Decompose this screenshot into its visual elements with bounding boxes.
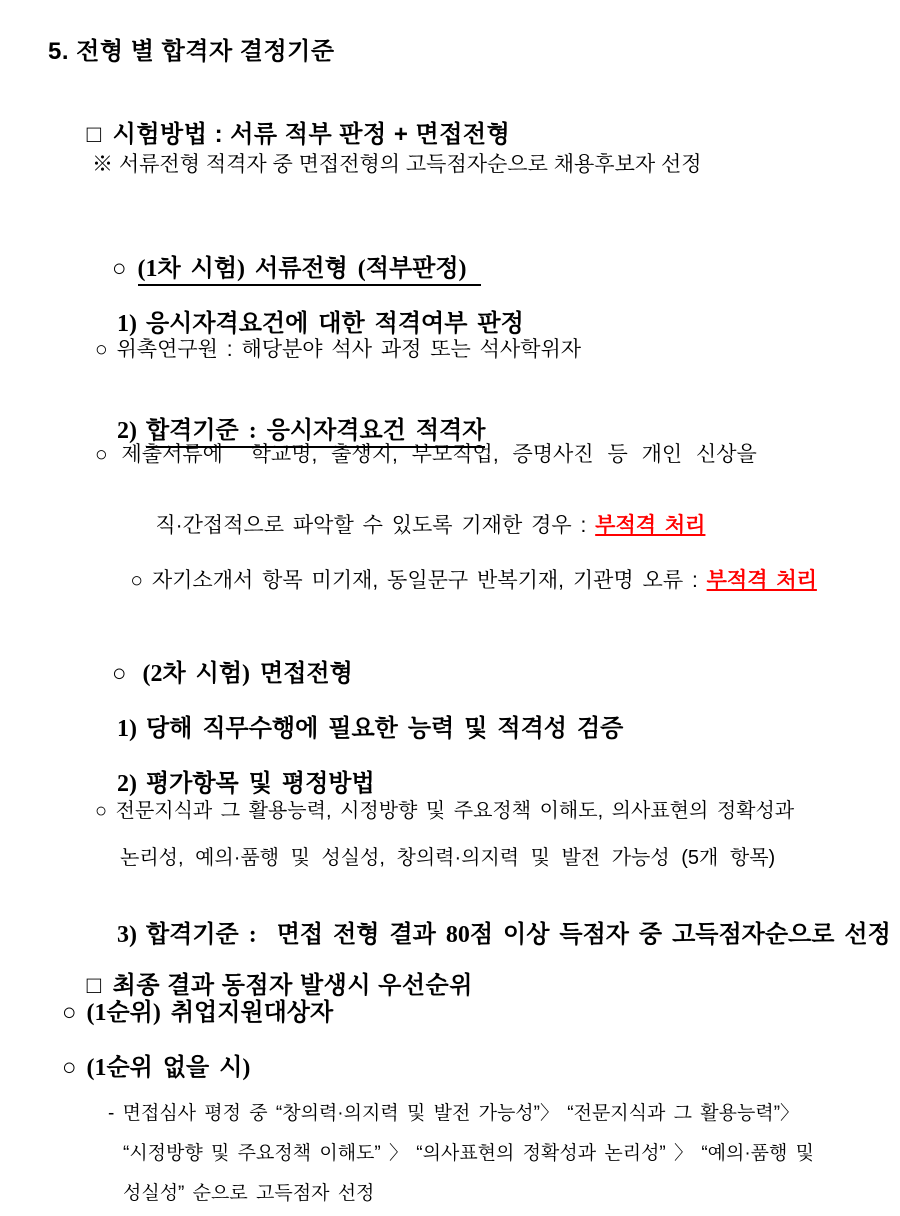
tiebreak-detail-line2: “시정방향 및 주요정책 이해도” 〉 “의사표현의 정확성과 논리성” 〉 “예의·품행 및 xyxy=(123,1143,815,1164)
tiebreak-detail-line3: 성실성” 순으로 고득점자 선정 xyxy=(123,1183,375,1204)
tiebreak-rank1-none: ○ (1순위 없을 시) xyxy=(62,1055,251,1081)
tiebreak-detail-line1: - 면접심사 평정 중 “창의력·의지력 및 발전 가능성”〉 “전문지식과 그 활용능력”〉 xyxy=(108,1103,800,1124)
round2-criteria-line2: 논리성, 예의·품행 및 성실성, 창의력·의지력 및 발전 가능성 (5개 항목) xyxy=(120,847,776,869)
section-title: 5. 전형 별 합격자 결정기준 xyxy=(48,38,335,65)
round1-case2-result: 부적격 처리 xyxy=(706,569,817,593)
round1-case2-text: ○ 자기소개서 항목 미기재, 동일문구 반복기재, 기관명 오류 : xyxy=(130,569,707,593)
tiebreak-heading-text: 최종 결과 동점자 발생시 우선순위 xyxy=(112,971,473,999)
round2-item2-number: 2) xyxy=(117,770,137,797)
selection-note: ※ 서류전형 적격자 중 면접전형의 고득점자순으로 채용후보자 선정 xyxy=(92,153,702,176)
round2-item3-text: 합격기준 : 면접 전형 결과 80점 이상 득점자 중 고득점자순으로 선정 xyxy=(146,921,891,948)
round2-item1-text: 당해 직무수행에 필요한 능력 및 적격성 검증 xyxy=(146,715,624,742)
square-bullet-icon: □ xyxy=(86,120,102,148)
round1-case1-result: 부적격 처리 xyxy=(595,514,706,538)
round1-item2-text: 합격기준 : 응시자격요건 적격자 xyxy=(146,418,485,448)
circle-bullet-icon: ○ xyxy=(112,255,127,282)
round2-heading-text: (2차 시험) 면접전형 xyxy=(142,660,353,687)
round2-item2-text: 평가항목 및 평정방법 xyxy=(146,770,375,797)
round1-case1-line1: ○ 제출서류에 학교명, 출생지, 부모직업, 증명사진 등 개인 신상을 xyxy=(95,443,757,466)
square-bullet-icon: □ xyxy=(86,971,102,999)
round1-item1-sub: ○ 위촉연구원 : 해당분야 석사 과정 또는 석사학위자 xyxy=(95,338,582,361)
round2-item3-number: 3) xyxy=(117,921,137,948)
exam-method-text: 시험방법 : 서류 적부 판정 + 면접전형 xyxy=(112,120,511,148)
round2-criteria-line1: ○ 전문지식과 그 활용능력, 시정방향 및 주요정책 이해도, 의사표현의 정확성과 xyxy=(95,800,795,822)
round1-case2-line xyxy=(95,545,817,617)
round1-item2-number: 2) xyxy=(117,417,137,444)
round1-case1-line2-text: 직·간접적으로 파악할 수 있도록 기재한 경우 : xyxy=(155,514,596,538)
round1-item1-number: 1) xyxy=(117,310,137,337)
circle-bullet-icon: ○ xyxy=(112,660,127,687)
round1-item1-text: 응시자격요건에 대한 적격여부 판정 xyxy=(146,310,524,337)
round1-heading-text: (1차 시험) 서류전형 (적부판정) xyxy=(138,256,481,286)
tiebreak-rank1: ○ (1순위) 취업지원대상자 xyxy=(62,1000,334,1026)
round2-item1-number: 1) xyxy=(117,715,137,742)
